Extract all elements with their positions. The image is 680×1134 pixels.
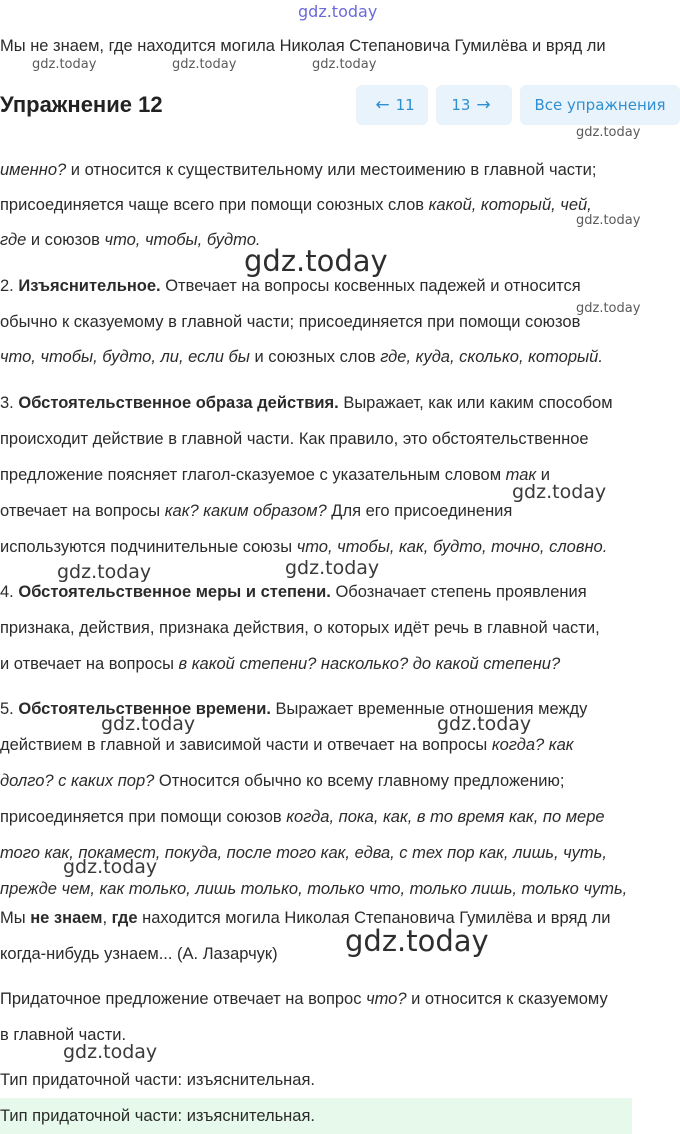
arrow-right-icon: →: [476, 95, 491, 115]
watermark: gdz.today: [172, 57, 237, 72]
text-line: что, чтобы, будто, ли, если бы и союзных слов где, куда, сколько, который.: [0, 348, 603, 366]
answer-box: [0, 1098, 632, 1134]
watermark: gdz.today: [244, 244, 388, 278]
text-line: 3. Обстоятельственное образа действия. Выражает, как или каким способом: [0, 394, 613, 412]
solution-explanation: в главной части.: [0, 1026, 127, 1044]
next-exercise-label: 13: [451, 96, 471, 114]
text-line: 4. Обстоятельственное меры и степени. Обозначает степень проявления: [0, 583, 587, 601]
solution-sentence: когда-нибудь узнаем... (А. Лазарчук): [0, 945, 278, 963]
all-exercises-button[interactable]: [520, 85, 680, 125]
text-line: предложение поясняет глагол-сказуемое с указательным словом так и: [0, 466, 550, 484]
text-line: признака, действия, признака действия, о которых идёт речь в главной части,: [0, 619, 600, 637]
watermark-top: gdz.today: [298, 2, 378, 21]
text-line: 2. Изъяснительное. Отвечает на вопросы косвенных падежей и относится: [0, 277, 581, 295]
watermark: gdz.today: [576, 213, 641, 228]
answer-text: Тип придаточной части: изъяснительная.: [0, 1107, 315, 1125]
text-line: присоединяется при помощи союзов когда, пока, как, в то время как, по мере: [0, 808, 605, 826]
text-line: обычно к сказуемому в главной части; присоединяется при помощи союзов: [0, 313, 581, 331]
text-line: используются подчинительные союзы что, чтобы, как, будто, точно, словно.: [0, 538, 608, 556]
watermark: gdz.today: [345, 924, 489, 958]
text-line: того как, покамест, покуда, после того как, едва, с тех пор как, лишь, чуть,: [0, 844, 607, 862]
next-exercise-button[interactable]: [436, 85, 512, 125]
text-line: происходит действие в главной части. Как правило, это обстоятельственное: [0, 430, 589, 448]
solution-type: Тип придаточной части: изъяснительная.: [0, 1071, 315, 1089]
watermark: gdz.today: [576, 301, 641, 316]
watermark: gdz.today: [63, 1041, 158, 1063]
text-line: где и союзов что, чтобы, будто.: [0, 231, 261, 249]
watermark: gdz.today: [32, 57, 97, 72]
text-line: и отвечает на вопросы в какой степени? насколько? до какой степени?: [0, 655, 561, 673]
watermark: gdz.today: [512, 481, 607, 503]
watermark: gdz.today: [101, 713, 196, 735]
solution-sentence: Мы не знаем, где находится могила Николая Степановича Гумилёва и вряд ли: [0, 909, 611, 927]
text-line: отвечает на вопросы как? каким образом? Для его присоединения: [0, 502, 513, 520]
watermark: gdz.today: [57, 561, 152, 583]
watermark: gdz.today: [576, 125, 641, 140]
intro-line: Мы не знаем, где находится могила Николая Степановича Гумилёва и вряд ли: [0, 37, 606, 55]
all-exercises-label: Все упражнения: [534, 96, 666, 114]
watermark: gdz.today: [312, 57, 377, 72]
text-line: прежде чем, как только, лишь только, только что, только лишь, только чуть,: [0, 880, 628, 898]
text-line: присоединяется чаще всего при помощи союзных слов какой, который, чей,: [0, 196, 592, 214]
prev-exercise-label: 11: [395, 96, 415, 114]
text-line: именно? и относится к существительному или местоимению в главной части;: [0, 161, 597, 179]
text-line: действием в главной и зависимой части и отвечает на вопросы когда? как: [0, 736, 574, 754]
text-line: 5. Обстоятельственное времени. Выражает временные отношения между: [0, 700, 588, 718]
text-line: долго? с каких пор? Относится обычно ко всему главному предложению;: [0, 772, 565, 790]
prev-exercise-button[interactable]: [356, 85, 428, 125]
watermark: gdz.today: [437, 713, 532, 735]
solution-explanation: Придаточное предложение отвечает на вопрос что? и относится к сказуемому: [0, 990, 608, 1008]
watermark: gdz.today: [63, 856, 158, 878]
page-title: Упражнение 12: [0, 92, 163, 117]
watermark: gdz.today: [285, 557, 380, 579]
arrow-left-icon: ←: [375, 95, 390, 115]
